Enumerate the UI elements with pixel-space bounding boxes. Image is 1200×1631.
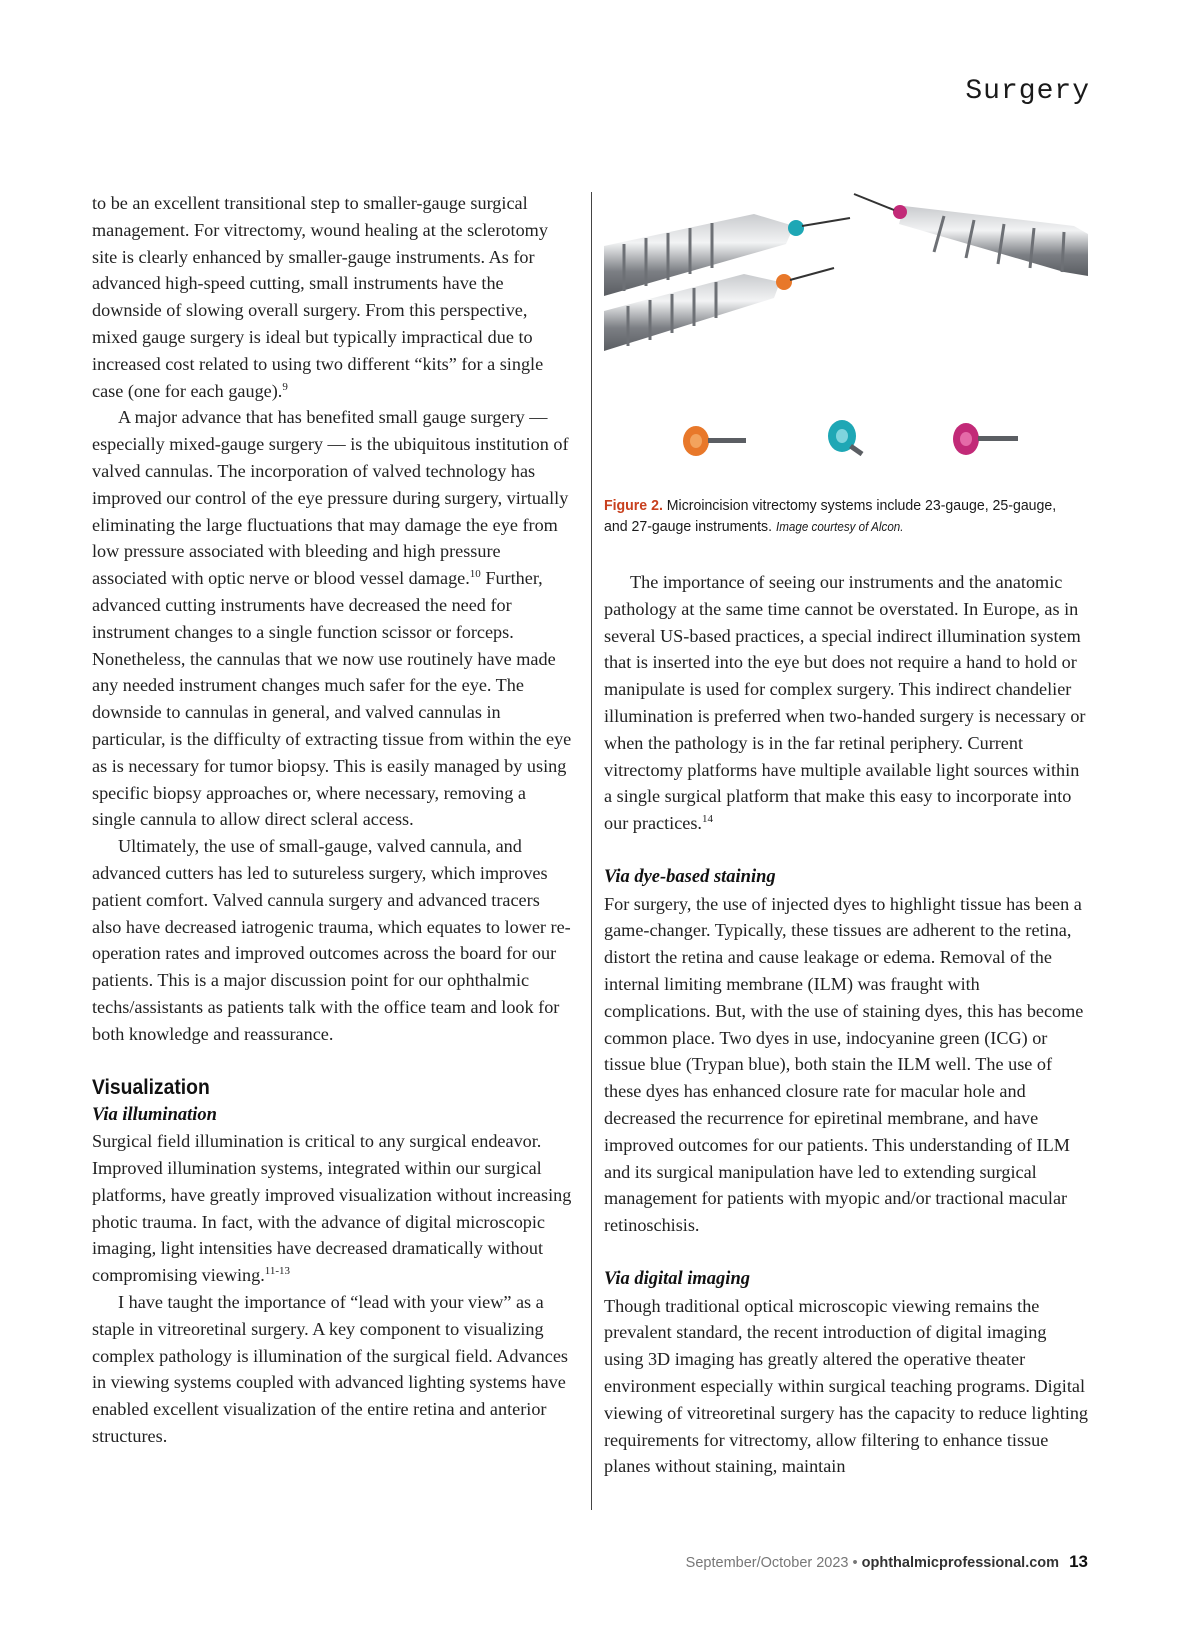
paragraph: Though traditional optical microscopic viewing remains the prevalent standard, the recent introduction of digital imaging using 3D imaging has greatly altered the operative theater environment especially within surgical teaching programs. Digital viewing of vitreoretinal surgery has the capacity to reduce lighting requirements for vitrectomy, allow filtering to enhance tissue planes without staining, maintain (604, 1295, 1089, 1477)
teal-hub (788, 220, 804, 236)
paragraph-text: The importance of seeing our instruments and the anatomic pathology at the same time cannot be overstated. In Europe, as in several US-based practices, a special indirect illumination system that is inserted into the eye but does not require a hand to hold or manipulate is used for complex surgery. This indirect chandelier illumination is preferred when two-handed surgery is necessary or when the pathology is in the far retinal periphery. Current vitrectomy platforms have multiple available light sources within a single surgical platform that make this easy to incorporate into our practices. (604, 572, 1086, 834)
issue-date: September/October 2023 (685, 1555, 849, 1571)
subheading-digital-imaging: Via digital imaging (604, 1268, 750, 1289)
column-divider (591, 192, 592, 1510)
right-column (604, 569, 1088, 1480)
page-number: 13 (1069, 1552, 1088, 1571)
reference-superscript: 14 (701, 813, 713, 826)
paragraph (92, 190, 572, 404)
figure-caption (604, 496, 1060, 537)
paragraph: For surgery, the use of injected dyes to highlight tissue has been a game-changer. Typically, these tissues are adherent to the retina, distort the retina and cause leakage or edema. Removal of the internal limiting membrane (ILM) was fraught with complications. But, with the use of staining dyes, this has become common place. Two dyes in use, indocyanine green (ICG) or tissue blue (Trypan blue), both stain the ILM well. The use of these dyes has enhanced closure rate for macular hole and decreased the recurrence for epiretinal membrane, and have improved outcomes for our patients. This understanding of ILM and its surgical manipulation have led to extending surgical management for patients with myopic and/or tractional macular retinoschisis. (604, 893, 1084, 1236)
section-header: Surgery (965, 76, 1090, 107)
handpiece-magenta (854, 194, 1088, 276)
paragraph-text: A major advance that has benefited small gauge surgery — especially mixed-gauge surgery — is the ubiquitous institution of valved cannulas. The incorporation of valved technology has improved our control of the eye pressure during surgery, virtually eliminating the large fluctuations that may damage the eye from low pressure associated with bleeding and high pressure associated with optic nerve or blood vessel damage. (92, 407, 569, 589)
cannula-orange (683, 426, 746, 456)
caption-text: Microincision vitrectomy systems include 23-gauge, 25-gauge, and 27-gauge instruments. (604, 497, 1057, 535)
paragraph: Ultimately, the use of small-gauge, valved cannula, and advanced cutters has led to sutureless surgery, which improves patient comfort. Valved cannula surgery and advanced tracers also have decreased iatrogenic trauma, which equates to lower re-operation rates and improved outcomes across the board for our patients. This is a major discussion point for our ophthalmic techs/assistants as patients talk with the office team and look for both knowledge and reassurance. (92, 836, 571, 1044)
paragraph (604, 569, 1088, 837)
paragraph-text: to be an excellent transitional step to smaller-gauge surgical management. For vitrectomy, wound healing at the sclerotomy site is clearly enhanced by smaller-gauge instruments. As for advanced high-speed cutting, small instruments have the downside of slowing overall surgery. From this perspective, mixed gauge surgery is ideal but typically impractical due to increased cost related to using two different “kits” for a single case (one for each gauge). (92, 193, 548, 401)
reference-superscript: 9 (282, 380, 288, 393)
reference-superscript: 10 (469, 568, 481, 581)
heading-visualization: Visualization (92, 1075, 210, 1099)
subheading-dye-staining: Via dye-based staining (604, 866, 776, 887)
footer-website-link[interactable]: ophthalmicprofessional.com (861, 1555, 1060, 1571)
instruments-illustration (604, 186, 1088, 476)
figure-label: Figure 2. (604, 497, 663, 514)
left-column (92, 190, 572, 1450)
image-credit: Image courtesy of Alcon. (775, 519, 904, 534)
footer-bullet: • (852, 1555, 858, 1571)
subheading-illumination: Via illumination (92, 1104, 217, 1125)
paragraph (92, 1128, 572, 1289)
cannula-magenta (953, 423, 1018, 455)
magenta-hub (893, 205, 907, 219)
paragraph (92, 404, 572, 833)
page-footer (686, 1552, 1088, 1572)
cannula-teal (828, 420, 863, 456)
paragraph: I have taught the importance of “lead with your view” as a staple in vitreoretinal surgery. A key component to visualizing complex pathology is illumination of the surgical field. Advances in viewing systems coupled with advanced lighting systems have enabled excellent visualization of the entire retina and anterior structures. (92, 1292, 568, 1447)
reference-superscript: 11-13 (264, 1265, 291, 1278)
paragraph-text: Further, advanced cutting instruments have decreased the need for instrument changes to a single function scissor or forceps. Nonetheless, the cannulas that we now use routinely have made any needed instrument changes much safer for the eye. The downside to cannulas in general, and valved cannulas in particular, is the difficulty of extracting tissue from within the eye as is necessary for tumor biopsy. This is easily managed by using specific biopsy approaches or, where necessary, removing a single cannula to allow direct scleral access. (92, 568, 572, 830)
orange-hub (776, 274, 792, 290)
paragraph-text: Surgical field illumination is critical to any surgical endeavor. Improved illumination systems, integrated within our surgical platforms, have greatly improved visualization without increasing photic trauma. In fact, with the advance of digital microscopic imaging, light intensities have decreased dramatically without compromising viewing. (92, 1131, 572, 1286)
figure-instruments-image (604, 186, 1088, 476)
